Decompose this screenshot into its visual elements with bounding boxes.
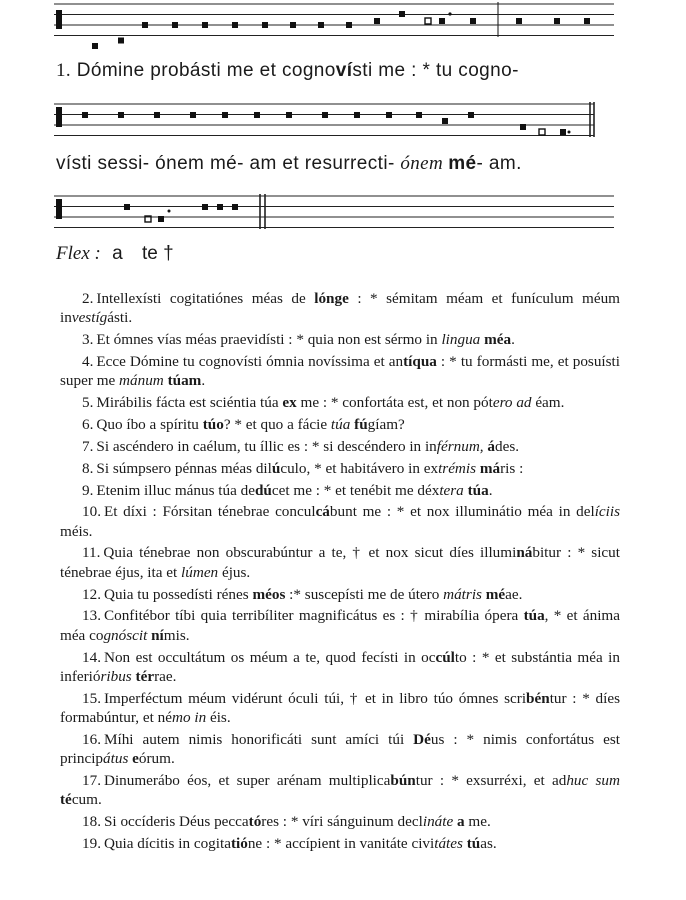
- text-segment: vísti sessi- ónem mé- am et resurrecti-: [56, 153, 401, 174]
- italic-text: ináte: [422, 813, 454, 831]
- verse-number: 4.: [82, 352, 94, 370]
- text-segment: órum.: [138, 750, 175, 768]
- text-segment: ? * et quo a fácie: [223, 415, 331, 433]
- accent-syllable: ví: [335, 60, 353, 81]
- flex-syllable: a: [112, 243, 123, 264]
- text-segment: des.: [494, 437, 520, 455]
- verse-number: 1.: [56, 60, 72, 81]
- do-clef-icon: [56, 199, 62, 219]
- verse-5: [60, 393, 620, 412]
- accent-syllable: cá: [315, 503, 330, 521]
- text-segment: Quia tu possedísti rénes: [103, 585, 253, 603]
- verse-4: [60, 352, 620, 391]
- verse-number: 16.: [82, 730, 101, 748]
- chant-staff-3: [54, 190, 614, 236]
- verse-14: [60, 648, 620, 687]
- verse-number: 15.: [82, 689, 101, 707]
- chant-staff-1: [54, 0, 614, 52]
- verse-number: 11.: [82, 544, 101, 562]
- italic-text: huc sum: [566, 772, 620, 790]
- text-segment: Ecce Dómine tu cognovísti ómnia novíssima et an: [96, 352, 404, 370]
- flex-text: te †: [141, 243, 174, 264]
- text-segment: .: [488, 481, 493, 499]
- text-segment: Imperféctum méum vidérunt óculi túi, † et in libro túo ómnes scri: [103, 689, 527, 707]
- accent-syllable: ex: [282, 394, 297, 412]
- accent-syllable: bún: [390, 772, 416, 790]
- text-segment: bunt me : * et nox illuminátio méa in del: [329, 503, 595, 521]
- text-segment: Si ascéndero in caélum, tu íllic es : * si descéndero in in: [96, 437, 437, 455]
- chant-staff-2: [54, 98, 614, 143]
- accent-syllable: méa: [484, 331, 512, 349]
- lyric-text-2: [56, 153, 522, 174]
- verses-list: [60, 289, 620, 856]
- text-segment: Quia dícitis in cogita: [103, 835, 231, 853]
- text-segment: Quia ténebrae non obscurabúntur a te, † et nox sicut díes illumi: [103, 544, 517, 562]
- text-segment: Quo íbo a spíritu: [96, 415, 203, 433]
- text-segment: Dinumerábo éos, et super arénam multiplica: [103, 772, 391, 790]
- accent-syllable: túo: [202, 415, 224, 433]
- verse-16: [60, 730, 620, 769]
- text-segment: Intellexísti cogitatiónes méas de: [96, 290, 315, 307]
- italic-text: lúmen: [181, 563, 219, 581]
- italic-text: ero ad: [492, 394, 532, 412]
- text-segment: Dómine probásti me et cogno: [71, 60, 336, 81]
- text-segment: as.: [480, 835, 497, 853]
- text-segment: - am.: [476, 153, 522, 174]
- text-segment: Míhi autem nimis honorificáti sunt amíci túi: [103, 730, 414, 748]
- text-segment: Etenim illuc mánus túa de: [96, 481, 255, 499]
- text-segment: bitur : * sicut ténebrae éjus, ita et: [60, 544, 620, 581]
- text-segment: Si occíderis Déus pecca: [103, 813, 249, 831]
- chant-notes: [92, 11, 590, 49]
- accent-syllable: ú: [271, 459, 281, 477]
- italic-text: trémis: [438, 459, 477, 477]
- italic-text: mánum: [119, 372, 164, 390]
- text-segment: to : * et substántia méa in inferió: [60, 648, 620, 685]
- do-clef-icon: [56, 10, 62, 29]
- accent-syllable: tió: [230, 835, 248, 853]
- accent-syllable: e: [132, 750, 139, 768]
- text-segment: gíam?: [367, 415, 405, 433]
- verse-15: [60, 689, 620, 728]
- lyric-text-1: [71, 60, 519, 81]
- accent-syllable: té: [60, 791, 72, 809]
- text-segment: éam.: [531, 394, 565, 412]
- accent-syllable: méos: [252, 585, 286, 603]
- verse-number: 10.: [82, 503, 101, 521]
- italic-text: íciis: [594, 503, 620, 521]
- text-segment: , * et ánima méa co: [60, 607, 620, 644]
- verse-3: [60, 330, 620, 349]
- verse-number: 12.: [82, 585, 101, 603]
- text-segment: cum.: [71, 791, 102, 809]
- verse-18: [60, 812, 620, 831]
- chant-notes: [82, 112, 571, 135]
- text-segment: :* suscepísti me de útero: [285, 585, 444, 603]
- verse-number: 13.: [82, 607, 101, 625]
- accent-syllable: mé: [448, 153, 477, 174]
- lyric-line-2: [56, 153, 616, 175]
- verse-7: [60, 437, 620, 456]
- accent-syllable: Dé: [413, 730, 431, 748]
- accent-syllable: túam: [167, 372, 202, 390]
- text-segment: us : * nimis confortátus est princip: [60, 730, 620, 768]
- text-segment: éis.: [206, 709, 231, 727]
- verse-number: 7.: [82, 437, 94, 455]
- italic-text: ribus: [100, 667, 132, 685]
- text-segment: * tu cogno-: [422, 60, 519, 81]
- verse-19: [60, 834, 620, 853]
- italic-text: tátes: [434, 835, 463, 853]
- accent-syllable: tó: [248, 813, 262, 831]
- text-segment: : * sémitam méam et funículum méum in: [60, 290, 620, 327]
- italic-text: túa: [330, 415, 351, 433]
- text-segment: Et díxi : Fórsitan ténebrae concul: [103, 503, 316, 521]
- text-segment: Non est occultátum os méum a te, quod fecísti in oc: [103, 648, 436, 666]
- text-segment: res : * víri sánguinum decl: [261, 813, 423, 831]
- accent-syllable: túa: [523, 607, 545, 625]
- accent-syllable: má: [479, 459, 501, 477]
- verse-number: 8.: [82, 459, 94, 477]
- accent-syllable: a: [457, 813, 465, 831]
- accent-syllable: á: [487, 437, 495, 455]
- accent-syllable: fú: [354, 415, 368, 433]
- verse-number: 9.: [82, 481, 94, 499]
- italic-text: ónem: [400, 153, 449, 174]
- verse-number: 19.: [82, 835, 101, 853]
- italic-text: lingua: [441, 331, 481, 349]
- accent-syllable: mé: [485, 585, 506, 603]
- verse-number: 18.: [82, 813, 101, 831]
- text-segment: ásti.: [107, 309, 133, 327]
- text-segment: Et ómnes vías méas praevidísti : * quia non est sérmo in: [96, 331, 442, 349]
- verse-number: 6.: [82, 415, 94, 433]
- verse-12: [60, 585, 620, 604]
- accent-syllable: ná: [516, 544, 533, 562]
- text-segment: .: [201, 372, 206, 390]
- text-segment: : * tu formásti me, et posuísti super me: [60, 352, 620, 390]
- accent-syllable: cúl: [435, 648, 455, 666]
- verse-11: [60, 543, 620, 582]
- text-segment: ris :: [500, 459, 524, 477]
- text-segment: Mirábilis fácta est sciéntia túa: [96, 394, 283, 412]
- accent-syllable: túa: [467, 481, 489, 499]
- verse-number: 3.: [82, 331, 94, 349]
- text-segment: ne : * accípient in vanitáte civi: [247, 835, 435, 853]
- text-segment: mis.: [163, 626, 190, 644]
- text-segment: éjus.: [218, 563, 251, 581]
- italic-text: tera: [439, 481, 464, 499]
- text-segment: méis.: [60, 522, 93, 540]
- text-segment: .: [511, 331, 515, 349]
- text-segment: me : * confortáta est, et non pót: [296, 394, 493, 412]
- accent-syllable: dú: [254, 481, 272, 499]
- verse-number: 2.: [82, 290, 94, 307]
- italic-text: vestíg: [71, 309, 108, 327]
- flex-line: [56, 243, 174, 265]
- verse-number: 17.: [82, 772, 101, 790]
- text-segment: me.: [464, 813, 491, 831]
- accent-syllable: tér: [135, 667, 155, 685]
- accent-syllable: ní: [151, 626, 164, 644]
- accent-syllable: bén: [526, 689, 550, 707]
- do-clef-icon: [56, 107, 62, 127]
- text-segment: cet me : * et tenébit me déx: [271, 481, 440, 499]
- text-segment: Si súmpsero pénnas méas dil: [96, 459, 272, 477]
- verse-13: [60, 606, 620, 645]
- verse-10: [60, 502, 620, 541]
- verse-number: 5.: [82, 394, 94, 412]
- italic-text: átus: [103, 750, 129, 768]
- italic-text: mo in: [172, 709, 207, 727]
- verse-9: [60, 481, 620, 500]
- accent-syllable: lónge: [314, 290, 349, 307]
- verse-2: [60, 289, 620, 328]
- verse-8: [60, 459, 620, 478]
- accent-syllable: tú: [466, 835, 481, 853]
- verse-17: [60, 771, 620, 810]
- italic-text: mátris: [443, 585, 482, 603]
- verse-6: [60, 415, 620, 434]
- text-segment: tur : * díes formabúntur, et né: [60, 689, 620, 727]
- text-segment: Confitébor tíbi quia terribíliter magnificátus es : † mirabília ópera: [103, 607, 524, 625]
- italic-text: gnóscit: [103, 626, 148, 644]
- accent-syllable: tíqua: [403, 352, 437, 370]
- text-segment: ae.: [505, 585, 523, 603]
- verse-number: 14.: [82, 648, 101, 666]
- text-segment: sti me :: [352, 60, 423, 81]
- text-segment: rae.: [154, 667, 177, 685]
- text-segment: tur : * exsurréxi, et ad: [415, 772, 567, 790]
- flex-label: Flex :: [56, 243, 101, 264]
- lyric-line-1: [56, 60, 616, 82]
- text-segment: culo, * et habitávero in ex: [280, 459, 439, 477]
- italic-text: férnum,: [436, 437, 484, 455]
